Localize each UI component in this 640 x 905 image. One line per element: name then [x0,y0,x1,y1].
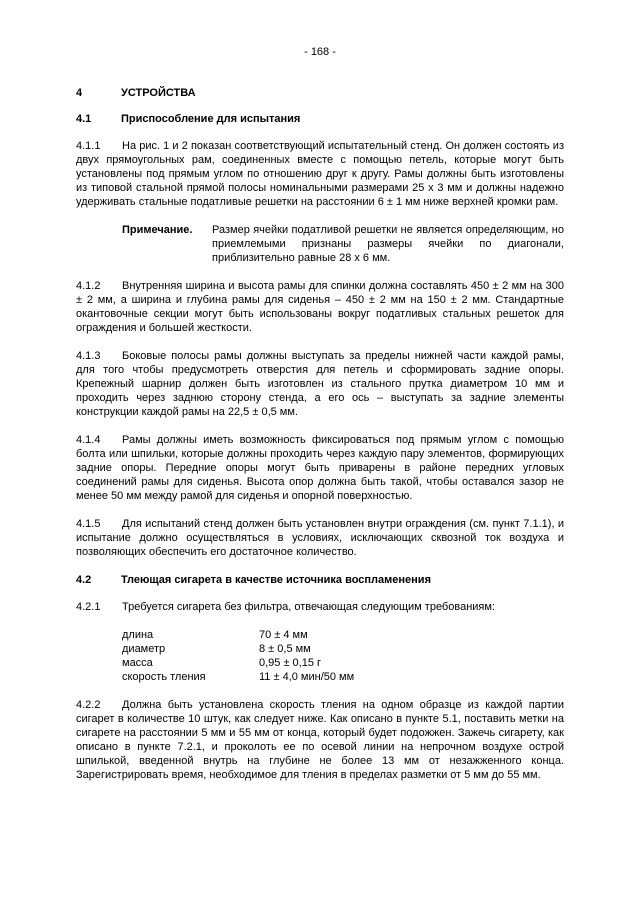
paragraph-4-1-1 [76,139,564,209]
requirement-value: 11 ± 4,0 мин/50 мм [259,671,355,683]
requirement-value: 70 ± 4 мм [259,629,308,641]
paragraph-4-2-2 [76,698,564,782]
requirement-name: скорость тления [122,671,206,683]
section-number: 4 [76,87,83,99]
requirement-name: длина [122,629,154,641]
paragraph-number: 4.1.5 [76,518,101,530]
requirements-table [122,628,564,684]
requirement-row [122,656,564,670]
paragraph-4-1-2 [76,279,564,335]
document-body [76,86,564,796]
paragraph-text: На рис. 1 и 2 показан соответствующий испытательный стенд. Он должен состоять из двух прямоугольных рам, соединенных вместе с помощью петель, которые могут быть установлены под прямым углом по отношению друг к другу. Рамы должны быть изготовлены из типовой стальной прямой полосы номинальными размерами 25 x 3 мм и должны надежно удерживать стальные податливые решетки на расстоянии 6 ± 1 мм ниже верхней кромки рам. [76,140,564,208]
subsection-4-1-heading [76,112,564,126]
subsection-4-2-heading [76,573,564,587]
paragraph-text: Внутренняя ширина и высота рамы для спинки должна составлять 450 ± 2 мм на 300 ± 2 мм, а ширина и глубина рамы для сиденья – 450 ± 2 мм на 150 ± 2 мм. Стандартные окантовочные секции могут быть использованы вокруг податливых стальных решеток для ограждения и большей жесткости. [76,280,564,334]
page-number: - 168 - [304,46,336,58]
paragraph-number: 4.1.2 [76,280,101,292]
requirement-name: масса [122,657,153,669]
note-label: Примечание. [122,224,193,236]
requirement-value: 0,95 ± 0,15 г [259,657,322,669]
paragraph-4-1-3 [76,349,564,419]
section-4-heading [76,86,564,100]
requirement-row [122,670,564,684]
paragraph-text: Боковые полосы рамы должны выступать за пределы нижней части каждой рамы, для того чтобы предусмотреть отверстия для петель и сформировать задние опоры. Крепежный шарнир должен быть изготовлен из стального прутка диаметром 10 мм и проходить через заднюю сторону стенда, а его ось – выступать за задние элементы конструкции каждой рамы на 22,5 ± 0,5 мм. [76,350,564,418]
subsection-number: 4.2 [76,574,92,586]
subsection-number: 4.1 [76,113,92,125]
requirement-value: 8 ± 0,5 мм [259,643,311,655]
paragraph-4-1-5 [76,517,564,559]
paragraph-number: 4.1.1 [76,140,101,152]
paragraph-text: Рамы должны иметь возможность фиксироваться под прямым углом с помощью болта или шпильки, которые должны проходить через каждую пару элементов, формирующих задние опоры. Передние опоры могут быть приварены в районе передних угловых соединений рамы для сиденья. Высота опор должна быть такой, чтобы оставался зазор не менее 50 мм между рамой для сиденья и опорной поверхностью. [76,434,564,502]
paragraph-number: 4.2.2 [76,699,101,711]
note [122,223,564,265]
paragraph-4-1-4 [76,433,564,503]
subsection-title: Тлеющая сигарета в качестве источника воспламенения [121,574,431,586]
paragraph-text: Должна быть установлена скорость тления на одном образце из каждой партии сигарет в количестве 10 штук, как следует ниже. Как описано в пункте 5.1, поставить метки на сигарете на расстоянии 5 мм и 55 мм от конца, который будет подожжен. Зажечь сигарету, как описано в пункте 7.2.1, и проколоть ее по осевой линии на непрочном воздухе острой шпилькой, введенной внутрь на глубине не более 13 мм от незажженного конца. Зарегистрировать время, необходимое для тления в пределах разметки от 5 мм до 55 мм. [76,699,564,781]
requirement-name: диаметр [122,643,166,655]
requirement-row [122,628,564,642]
paragraph-number: 4.2.1 [76,601,101,613]
paragraph-text: Для испытаний стенд должен быть установлен внутри ограждения (см. пункт 7.1.1), и испытание должно осуществляться в условиях, исключающих сквозной ток воздуха и позволяющих обеспечить его достаточное количество. [76,518,564,558]
paragraph-number: 4.1.4 [76,434,101,446]
paragraph-4-2-1 [76,600,564,614]
subsection-title: Приспособление для испытания [121,113,301,125]
requirement-row [122,642,564,656]
section-title: УСТРОЙСТВА [121,87,196,99]
paragraph-number: 4.1.3 [76,350,101,362]
paragraph-text: Требуется сигарета без фильтра, отвечающая следующим требованиям: [122,601,495,613]
note-text: Размер ячейки податливой решетки не является определяющим, но приемлемыми признаны размеры ячейки по диагонали, приблизительно равные 28 x 6 мм. [212,224,564,264]
